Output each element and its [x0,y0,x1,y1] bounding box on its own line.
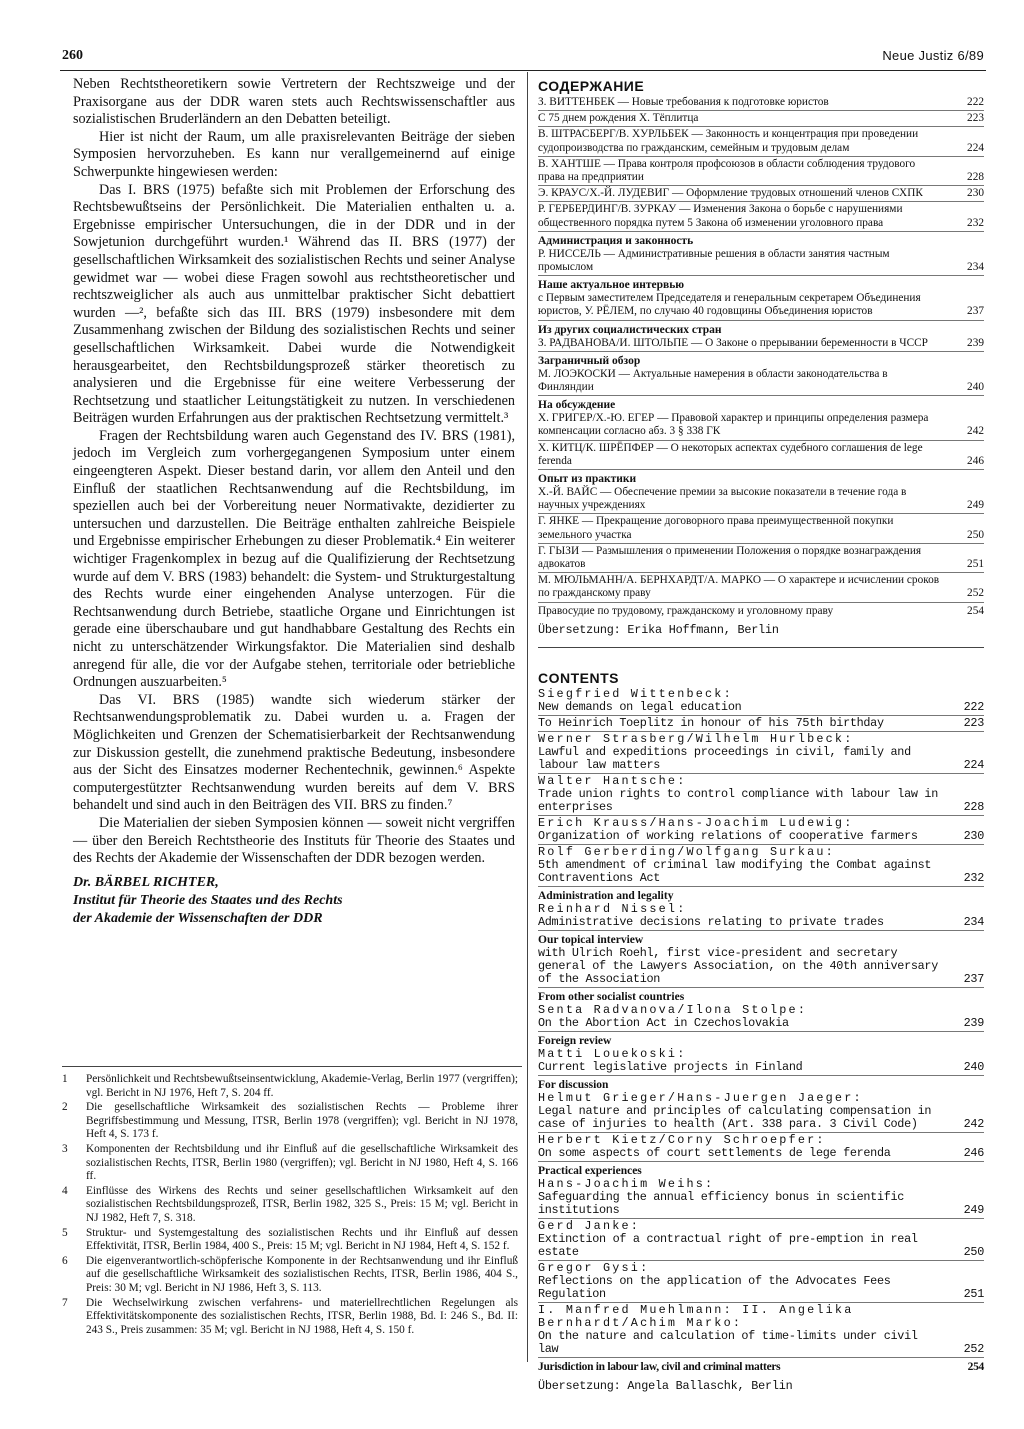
paragraph: Hier ist nicht der Raum, um alle praxisrelevanten Beiträge der sieben Symposien hervorzuheben. Es kann nur verallgemeinernd auf einige Schwerpunkte hingewiesen werden: [73,128,515,180]
toc-page-number: 230 [967,187,984,200]
toc-entry [538,368,984,396]
footnote-number: 7 [62,1296,68,1309]
footnote-rule [62,1066,522,1067]
toc-page-number: 237 [963,971,984,986]
toc-entry-title: On the nature and calculation of time-limits under civil law [538,1328,918,1356]
toc-entry-author: I. Manfred Muehlmann: II. Angelika Bernhardt/Achim Marko: [538,1302,854,1330]
footnote [62,1255,518,1296]
toc-entry [538,515,984,543]
toc-entry-author: Gregor Gysi: [538,1260,650,1275]
toc-entry-title: Э. КРАУС/Х.-Й. ЛУДЕВИГ — Оформление трудовых отношений членов СХПК [538,187,923,200]
toc-entry-title: To Heinrich Toeplitz in honour of his 75th birthday [538,715,884,730]
toc-section-title: From other socialist countries [538,990,685,1003]
toc-entry [538,412,984,440]
footnote-text: Persönlichkeit und Rechtsbewußtseinsentwicklung, Akademie-Verlag, Berlin 1977 (vergriffen); vgl. Bericht in NJ 1976, Heft 7, S. 204 ff. [86,1073,518,1099]
toc-page-number: 252 [963,1341,984,1356]
toc-entry-title: В. ХАНТШЕ — Права контроля профсоюзов в области соблюдения трудового права на предприятии [538,157,916,184]
toc-entry [538,248,984,276]
toc-entry-text [538,1262,954,1301]
toc-entry-title: Г. ЯНКЕ — Прекращение договорного права преимущественной покупки земельного участка [538,515,894,541]
toc-section-title: For discussion [538,1078,609,1091]
toc-entry-text [538,947,954,986]
toc-entry [538,1092,984,1133]
toc-entry-title: Current legislative projects in Finland [538,1059,803,1074]
toc-entry-title: Extinction of a contractual right of pre-emption in real estate [538,1231,918,1259]
footnote-text: Die eigenverantwortlich-schöpferische Komponente in der Rechtsanwendung und ihr Einfluß auf die gesellschaftliche Wirksamkeit des sozialistischen Rechts, ITSR, Berlin 1986, 404 S., Preis: 30 M; vgl. Bericht in NJ 1986, Heft 3, S. 113. [86,1254,518,1294]
toc-entry-text [538,1092,954,1131]
toc-page-number: 251 [963,1286,984,1301]
toc-page-number: 230 [963,828,984,843]
footnote [62,1227,518,1254]
toc-entry-text [538,545,954,571]
paragraph: Das VI. BRS (1985) wandte sich wiederum stärker der Rechtsanwendungsproblematik zu. Dabei wurden u. a. Fragen der Möglichkeiten und Grenzen der Schematisierbarkeit der Rechtsanwendung zur Diskussion gestellt, die zunehmend praktische Bedeutung, insbesondere aus der Sicht des Einsatzes moderner Rechentechnik, gewinnen.⁶ Aspekte computergestützter Rechtsanwendung wurden bereits auf dem V. BRS behandelt und sind auch in den Beiträgen des VII. BRS zu finden.⁷ [73,691,515,814]
toc-entry-text [538,717,954,730]
toc-entry-title: Reflections on the application of the Advocates Fees Regulation [538,1273,891,1301]
toc-section-title: На обсуждение [538,399,616,412]
toc-entry [538,442,984,470]
toc-entry-author: Erich Krauss/Hans-Joachim Ludewig: [538,815,854,830]
toc-page-number: 250 [967,528,984,541]
toc-entry-text [538,1004,954,1030]
toc-entry [538,733,984,774]
toc-page-number: 254 [967,1360,984,1373]
footnote [62,1073,518,1100]
toc-section-entry [538,1360,984,1375]
toc-section-title: Practical experiences [538,1164,642,1177]
toc-entry [538,292,984,320]
toc-entry-text [538,733,954,772]
toc-section-entry [538,605,984,619]
toc-entry-title: М. МЮЛЬМАНН/А. БЕРНХАРДТ/А. МАРКО — О характере и исчислении сроков по гражданскому праву [538,574,940,600]
toc-entry-title: New demands on legal education [538,699,742,714]
toc-entry [538,337,984,352]
footnote-text: Einflüsse des Wirkens des Rechts und seiner gesellschaftlichen Wirksamkeit auf den sozialistischen Rechtsbildungsprozeß, ITSR, Berlin 1982, 325 S., Preis: 15 M; vgl. Bericht in NJ 1982, Heft 7, S. 318. [86,1184,518,1224]
toc-entry-author: Senta Radvanova/Ilona Stolpe: [538,1002,808,1017]
toc-entry [538,1048,984,1076]
toc-page-number: 239 [967,336,984,349]
toc-entry-title: Х. КИТЦ/К. ШРЁПФЕР — О некоторых аспектах судебного соглашения de lege ferenda [538,441,923,467]
toc-entry-title: On the Abortion Act in Czechoslovakia [538,1015,789,1030]
toc-page-number: 224 [967,141,984,154]
footnote-number: 1 [62,1073,68,1085]
toc-section-title: Из других социалистических стран [538,323,722,336]
toc-entry-text [538,574,954,600]
toc-entry-text [538,292,954,318]
paragraph: Das I. BRS (1975) befaßte sich mit Problemen der Erforschung des Rechtsbewußtseins der Persönlichkeit. Die Materialien enthalten u. a. Ergebnisse empirischer Untersuchungen, die in der DDR und in der Sowjetunion durchgeführt wurden.¹ Während das II. BRS (1977) der gesellschaftlichen Wirksamkeit des sozialistischen Rechts und seiner Analyse gewidmet war — wobei diese Fragen sowohl aus rechtstheoretischer und rechtszweiglicher als auch aus unmittelbar praktischer Sicht debattiert wurden —², befaßte sich das III. BRS (1979) insbesondere mit dem Zusammenhang zwischen der Bildung des sozialistischen Rechts und seiner gesellschaftlichen Wirksamkeit. Dabei wurde die Notwendigkeit herausgearbeitet, den Rechtsbildungsprozeß stärker theoretisch zu analysieren und die Ergebnisse für eine weitere Verbesserung der Rechtsetzung und staatlicher Leitungstätigkeit zu nutzen. In verschiedenen Beiträgen wurden Erfahrungen aus der praktischen Rechtsetzung vermittelt.³ [73,181,515,427]
toc-page-number: 237 [967,305,984,318]
toc-entry [538,1134,984,1162]
toc-page-number: 240 [963,1059,984,1074]
toc-page-number: 232 [967,216,984,229]
toc-page-number: 246 [963,1145,984,1160]
toc-entry [538,947,984,988]
toc-entry-author: Reinhard Nissel: [538,901,687,916]
toc-ru-list [538,96,984,619]
toc-entry [538,112,984,127]
toc-entry-title: Lawful and expeditions proceedings in civil, family and labour law matters [538,744,911,772]
toc-entry-text [538,1304,954,1356]
toc-entry-text [538,1048,954,1074]
toc-entry [538,717,984,732]
article-body [73,76,515,928]
toc-entry [538,128,984,156]
paragraph: Die Materialien der sieben Symposien können — soweit nicht vergriffen — über den Bereich Rechtstheorie des Instituts für Theorie des Staates und des Rechts der Akademie der Wissenschaften der DDR bezogen werden. [73,814,515,867]
toc-entry-text [538,128,954,154]
toc-entry [538,158,984,186]
toc-section-title: Правосудие по трудовому, гражданскому и уголовному праву [538,604,834,617]
toc-entry-title: Х. ГРИГЕР/Х.-Ю. ЕГЕР — Правовой характер и принципы определения размера компенсации согласно абз. 3 § 338 ГК [538,412,929,438]
toc-entry-text [538,1134,954,1160]
toc-entry-text [538,1178,954,1217]
page-number: 260 [62,48,83,63]
toc-page-number: 222 [963,699,984,714]
toc-page-number: 239 [963,1015,984,1030]
table-of-contents [538,78,984,1393]
footnote [62,1101,518,1142]
toc-entry-text [538,368,954,394]
toc-entry [538,1304,984,1358]
footnote-number: 5 [62,1226,68,1239]
toc-entry-title: Organization of working relations of cooperative farmers [538,828,918,843]
toc-page-number: 228 [967,171,984,184]
toc-page-number: 232 [963,870,984,885]
toc-entry [538,817,984,845]
toc-entry-author: Hans-Joachim Weihs: [538,1176,715,1191]
toc-entry-text [538,96,954,109]
toc-section-title: Jurisdiction in labour law, civil and criminal matters [538,1360,781,1373]
toc-entry-text [538,112,954,125]
toc-entry-text [538,775,954,814]
toc-entry-author: Werner Strasberg/Wilhelm Hurlbeck: [538,731,854,746]
toc-entry-author: Rolf Gerberding/Wolfgang Surkau: [538,844,835,859]
toc-entry-title: Р. ГЕРБЕРДИНГ/В. ЗУРКАУ — Изменения Закона о борьбе с нарушениями общественного порядка путем 5 Закона об изменении уголовного права [538,203,903,229]
toc-entry-text [538,515,954,541]
toc-entry-title: Р. НИССЕЛЬ — Административные решения в области занятия частным промыслом [538,247,890,274]
toc-entry-title: З. ВИТТЕНБЕК — Новые требования к подготовке юристов [538,96,829,108]
toc-entry-title: с Первым заместителем Председателя и генеральным секретарем Объединения юристов, У. РЁЛЕМ, по случаю 40 годовщины Объединения юристов [538,292,921,318]
toc-entry-author: Helmut Grieger/Hans-Juergen Jaeger: [538,1090,863,1105]
paragraph: Neben Rechtstheoretikern sowie Vertretern der Rechtszweige und der Praxisorgane aus der DDR waren stets auch Rechtswissenschaftler aus sozialistischen Bruderländern an den Debatten beteiligt. [73,76,515,128]
toc-section-title: Наше актуальное интервью [538,279,685,292]
toc-entry-title: Trade union rights to control compliance with labour law in enterprises [538,786,938,814]
toc-entry-title: С 75 днем рождения Х. Тёплитца [538,112,699,125]
toc-page-number: 242 [963,1116,984,1131]
toc-entry-author: Siegfried Wittenbeck: [538,686,733,701]
journal-name: Neue Justiz 6/89 [882,48,984,63]
toc-entry-title: On some aspects of court settlements de lege ferenda [538,1145,891,1160]
toc-page-number: 223 [967,112,984,125]
toc-entry-title: 5th amendment of criminal law modifying the Combat against Contraventions Act [538,857,932,885]
header-rule [60,70,986,71]
toc-entry [538,486,984,514]
toc-entry-text [538,187,954,200]
toc-ru-heading: СОДЕРЖАНИЕ [538,78,645,94]
footnote-number: 6 [62,1254,68,1267]
toc-entry-title: М. ЛОЭКОСКИ — Актуальные намерения в области законодательства в Финляндии [538,367,888,394]
toc-entry-text [538,1220,954,1259]
toc-page-number: 246 [967,454,984,467]
toc-entry-author: Matti Louekoski: [538,1046,687,1061]
toc-entry-text [538,486,954,512]
toc-page-number: 242 [967,425,984,438]
toc-entry [538,545,984,573]
toc-entry-author: Herbert Kietz/Corny Schroepfer: [538,1132,826,1147]
toc-entry-title: Г. ГЫЗИ — Размышления о применении Положения о порядке вознаграждения адвокатов [538,544,922,571]
footnote-number: 3 [62,1142,68,1155]
toc-entry [538,1262,984,1303]
toc-section-title: Our topical interview [538,933,644,946]
toc-entry [538,1220,984,1261]
footnote-text: Komponenten der Rechtsbildung und ihr Einfluß auf die gesellschaftliche Wirksamkeit des sozialistischen Rechts, ITSR, Berlin 1980 (vergriffen); vgl. Bericht in NJ 1980, Heft 4, S. 166 ff. [86,1142,518,1183]
toc-entry [538,1004,984,1032]
toc-page-number: 240 [967,381,984,394]
toc-entry-text [538,817,954,843]
toc-entry [538,574,984,602]
toc-entry-title: Administrative decisions relating to private trades [538,914,884,929]
toc-separator [538,647,984,670]
toc-entry-text [538,337,954,350]
toc-entry-text [538,203,954,229]
author-signature [73,874,515,928]
toc-section-title: Заграничный обзор [538,354,641,367]
author-name: Dr. BÄRBEL RICHTER, [73,874,219,890]
toc-en-heading: CONTENTS [538,669,619,686]
toc-entry [538,903,984,931]
footnote-number: 4 [62,1184,68,1197]
toc-entry-text [538,442,954,468]
toc-page-number: 249 [963,1202,984,1217]
toc-entry-title: В. ШТРАСБЕРГ/В. ХУРЛЬБЕК — Законность и концентрация при проведении судопроизводства по гражданским, семейным и трудовым делам [538,128,919,154]
toc-ru-translator: Übersetzung: Erika Hoffmann, Berlin [538,622,779,637]
footnote-number: 2 [62,1101,68,1114]
toc-section-title: Administration and legality [538,889,674,902]
toc-entry [538,187,984,202]
footnote-text: Struktur- und Systemgestaltung des sozialistischen Rechts und ihr Einfluß auf dessen Effektivität, ITSR, Berlin 1984, 400 S., Preis: 15 M; vgl. Bericht in NJ 1984, Heft 4, S. 152 f. [86,1226,518,1253]
toc-entry-title: З. РАДВАНОВА/И. ШТОЛЬПЕ — О Законе о прерывании беременности в ЧССР [538,336,928,349]
toc-entry [538,775,984,816]
footnote [62,1185,518,1226]
toc-entry-author: Gerd Janke: [538,1218,641,1233]
toc-entry-title: Х.-Й. ВАЙС — Обеспечение премии за высокие показатели в течение года в научных учреждениях [538,486,907,512]
toc-page-number: 223 [963,715,984,730]
footnotes [62,1073,518,1338]
toc-page-number: 252 [967,587,984,600]
toc-entry-title: with Ulrich Roehl, first vice-president and secretary general of the Lawyers Association, on the 40th anniversary of the Association [538,945,938,986]
toc-page-number: 224 [963,757,984,772]
toc-page-number: 254 [967,604,984,617]
author-affiliation: der Akademie der Wissenschaften der DDR [73,910,323,926]
toc-page-number: 234 [963,914,984,929]
toc-entry-text [538,248,954,274]
toc-entry-text [538,158,954,184]
toc-entry-text [538,688,954,714]
toc-entry-title: Legal nature and principles of calculating compensation in case of injuries to health (Art. 338 para. 3 Civil Code) [538,1103,932,1131]
toc-entry-title: Safeguarding the annual efficiency bonus in scientific institutions [538,1189,905,1217]
toc-entry-author: Walter Hantsche: [538,773,687,788]
toc-page-number: 234 [967,261,984,274]
toc-page-number: 228 [963,799,984,814]
footnote [62,1297,518,1338]
toc-en-translator: Übersetzung: Angela Ballaschk, Berlin [538,1378,793,1393]
toc-page-number: 250 [963,1244,984,1259]
column-divider [527,72,528,1362]
toc-section-title: Опыт из практики [538,473,637,486]
toc-entry-text [538,846,954,885]
toc-entry-text [538,412,954,438]
toc-entry [538,203,984,231]
toc-entry [538,96,984,111]
toc-page-number: 222 [967,96,984,108]
toc-section-title: Foreign review [538,1034,612,1047]
author-affiliation: Institut für Theorie des Staates und des Rechts [73,892,343,908]
toc-en-list [538,688,984,1375]
toc-entry-text [538,903,954,929]
toc-entry [538,688,984,716]
toc-section-title: Администрация и законность [538,234,694,247]
footnote-text: Die Wechselwirkung zwischen verfahrens- und materiellrechtlichen Regelungen als Effektivitätskomponente des sozialistischen Rechts, ITSR, Berlin 1988, Bd. I: 246 S., Bd. II: 243 S., Preis zusammen: 35 M; vgl. Bericht in NJ 1988, Heft 4, S. 150 f. [86,1296,518,1336]
toc-entry [538,1178,984,1219]
paragraph: Fragen der Rechtsbildung waren auch Gegenstand des IV. BRS (1981), jedoch im Vergleich zum vorhergegangenen Symposium unter einem eingeengteren Aspekt. Dieser bestand darin, vor allem den Anteil und den Einfluß der staatlichen Rechtsanwendung auf die Rechtsbildung, im speziellen auch bei der Vorbereitung neuer Normativakte, dezidierter zu untersuchen und darzustellen. Die Beiträge enthalten zahlreiche Beispiele und Ergebnisse empirischer Erhebungen zu dieser Problematik.⁴ Ein weiterer wichtiger Fragenkomplex in bezug auf die Qualifizierung der Rechtsetzung wurde auf dem V. BRS (1983) behandelt: die System- und Strukturgestaltung des Rechts wurde einer eingehenden Analyse unterzogen. Für die Rechtsanwendung durch Betriebe, staatliche Organe und Einrichtungen ist gerade eine überschaubare und gut handhabbare Gestaltung des Rechts ein nicht zu unterschätzender Wirkungsfaktor. Die Materialien sind deshalb anregend für alle, die vor der Aufgabe stehen, territoriale oder betriebliche Ordnungen auszuarbeiten.⁵ [73,427,515,691]
toc-page-number: 249 [967,499,984,512]
toc-entry [538,846,984,887]
footnote-text: Die gesellschaftliche Wirksamkeit des sozialistischen Rechts — Probleme ihrer Begriffsbestimmung und Messung, ITSR, Berlin 1978 (vergriffen); vgl. Bericht in NJ 1978, Heft 4, S. 173 f. [86,1101,518,1141]
toc-page-number: 251 [967,558,984,571]
footnote [62,1143,518,1184]
